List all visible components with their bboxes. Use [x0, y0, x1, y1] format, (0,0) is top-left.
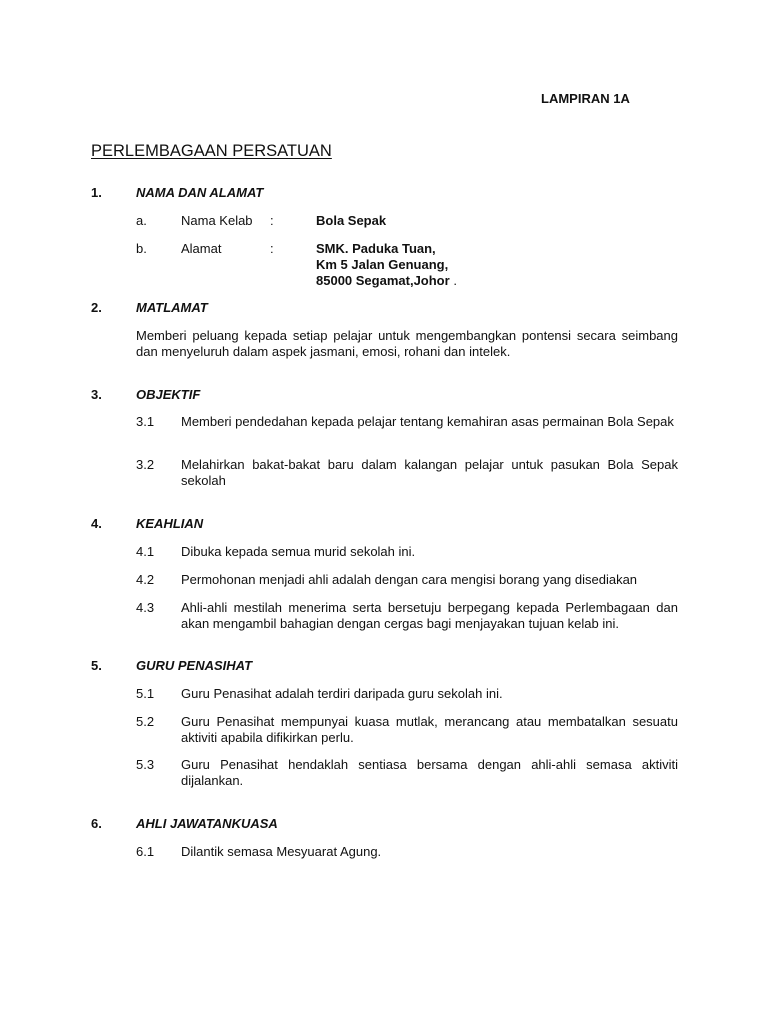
item-number: 4.3	[136, 600, 155, 615]
address-trailing-dot: .	[453, 273, 457, 288]
section-number: 2.	[91, 300, 102, 315]
appendix-label: LAMPIRAN 1A	[541, 91, 630, 106]
item-number: 5.2	[136, 714, 155, 729]
field-label-nama-kelab: Nama Kelab	[181, 213, 253, 228]
section-heading: AHLI JAWATANKUASA	[136, 816, 278, 831]
item-number: 4.1	[136, 544, 155, 559]
section-number: 3.	[91, 387, 102, 402]
item-text: Dilantik semasa Mesyuarat Agung.	[181, 844, 382, 859]
item-text: Dibuka kepada semua murid sekolah ini.	[181, 544, 416, 559]
field-colon: :	[270, 213, 274, 228]
section-heading: NAMA DAN ALAMAT	[136, 185, 264, 200]
field-colon: :	[270, 241, 274, 256]
section-heading: GURU PENASIHAT	[136, 658, 253, 673]
section-number: 5.	[91, 658, 102, 673]
item-number: 6.1	[136, 844, 155, 859]
field-label-alamat: Alamat	[181, 241, 222, 256]
section-number: 1.	[91, 185, 102, 200]
address-line: 85000 Segamat,Johor	[316, 273, 450, 288]
item-number: 5.1	[136, 686, 155, 701]
item-number: 4.2	[136, 572, 155, 587]
section-heading: KEAHLIAN	[136, 516, 204, 531]
item-text: Ahli-ahli mestilah menerima serta bersetuju berpegang kepada Perlembagaan dan akan mengambil bahagian dengan cergas bagi menjayakan tujuan kelab ini.	[181, 600, 678, 631]
section-number: 6.	[91, 816, 102, 831]
field-letter: b.	[136, 241, 147, 256]
field-value-alamat	[316, 241, 457, 289]
item-text: Guru Penasihat mempunyai kuasa mutlak, merancang atau membatalkan sesuatu aktiviti apabila difikirkan perlu.	[181, 714, 678, 745]
field-value-nama-kelab: Bola Sepak	[316, 213, 387, 228]
item-text: Memberi pendedahan kepada pelajar tentang kemahiran asas permainan Bola Sepak	[181, 414, 674, 429]
document-title: PERLEMBAGAAN PERSATUAN	[91, 142, 332, 160]
item-text: Guru Penasihat adalah terdiri daripada guru sekolah ini.	[181, 686, 503, 701]
section-number: 4.	[91, 516, 102, 531]
item-text: Permohonan menjadi ahli adalah dengan cara mengisi borang yang disediakan	[181, 572, 638, 587]
address-line-last	[316, 273, 457, 289]
field-letter: a.	[136, 213, 147, 228]
item-number: 5.3	[136, 757, 155, 772]
section-heading: MATLAMAT	[136, 300, 208, 315]
item-text: Guru Penasihat hendaklah sentiasa bersama dengan ahli-ahli semasa aktiviti dijalankan.	[181, 757, 678, 788]
item-text: Melahirkan bakat-bakat baru dalam kalangan pelajar untuk pasukan Bola Sepak sekolah	[181, 457, 678, 488]
item-number: 3.2	[136, 457, 155, 472]
item-number: 3.1	[136, 414, 155, 429]
address-line: Km 5 Jalan Genuang,	[316, 257, 449, 272]
section-heading: OBJEKTIF	[136, 387, 201, 402]
section-paragraph: Memberi peluang kepada setiap pelajar untuk mengembangkan pontensi secara seimbang dan menyeluruh dalam aspek jasmani, emosi, rohani dan intelek.	[136, 328, 678, 359]
address-line: SMK. Paduka Tuan,	[316, 241, 436, 256]
